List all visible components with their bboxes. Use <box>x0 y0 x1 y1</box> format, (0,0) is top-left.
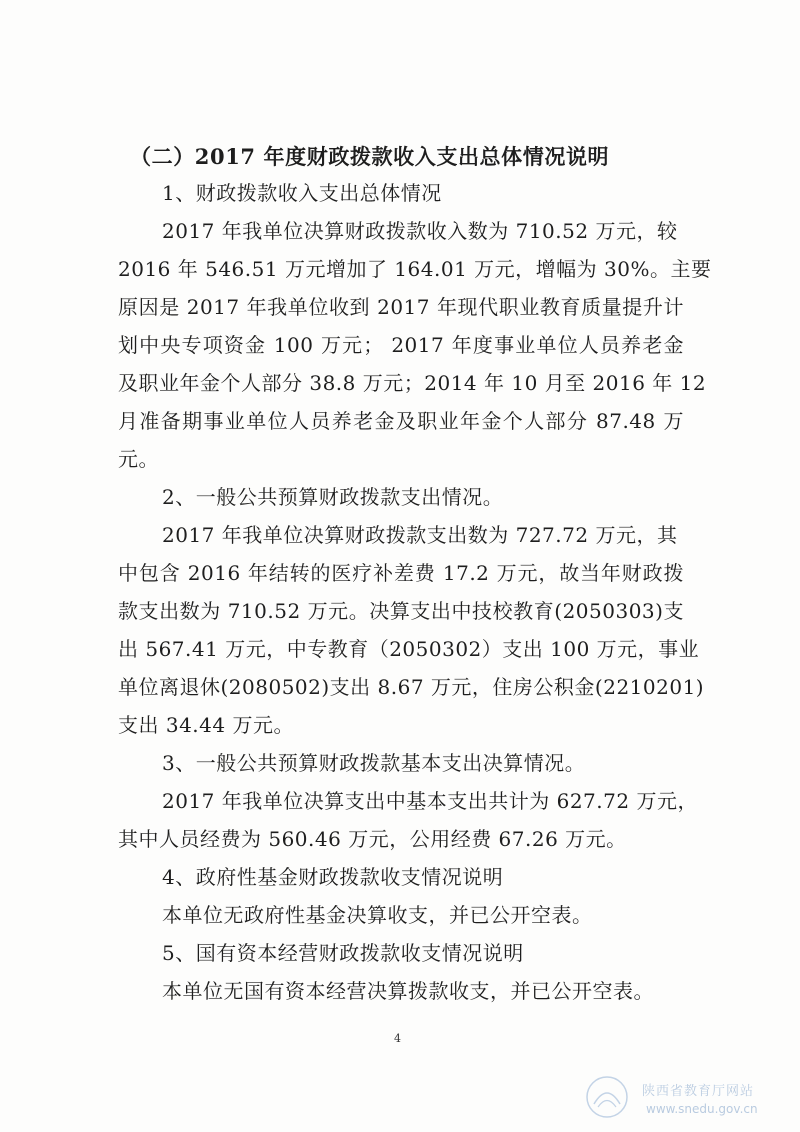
s3-line: 其中人员经费为 560.46 万元，公用经费 67.26 万元。 <box>118 827 627 851</box>
watermark-logo-icon <box>584 1074 630 1120</box>
s4-title: 4、政府性基金财政拨款收支情况说明 <box>162 865 504 889</box>
s1-line: 2017 年我单位决算财政拨款收入数为 710.52 万元，较 <box>162 219 678 243</box>
s2-line: 出 567.41 万元，中专教育（2050302）支出 100 万元，事业 <box>118 637 700 661</box>
watermark-url: www.snedu.gov.cn <box>646 1102 758 1116</box>
s1-line: 及职业年金个人部分 38.8 万元；2014 年 10 月至 2016 年 12 <box>118 371 707 395</box>
page-number: 4 <box>394 1032 401 1045</box>
s1-line: 划中央专项资金 100 万元； 2017 年度事业单位人员养老金 <box>118 333 684 357</box>
s1-line: 原因是 2017 年我单位收到 2017 年现代职业教育质量提升计 <box>118 295 684 319</box>
watermark-title: 陕西省教育厅网站 <box>642 1084 755 1099</box>
s2-line: 单位离退休(2080502)支出 8.67 万元，住房公积金(2210201) <box>118 675 705 699</box>
s5-title: 5、国有资本经营财政拨款收支情况说明 <box>162 941 524 965</box>
s4-line: 本单位无政府性基金决算收支，并已公开空表。 <box>162 903 593 927</box>
s2-title: 2、一般公共预算财政拨款支出情况。 <box>162 485 504 509</box>
s3-line: 2017 年我单位决算支出中基本支出共计为 627.72 万元， <box>162 789 698 813</box>
s1-title: 1、财政拨款收入支出总体情况 <box>162 181 442 205</box>
s2-line: 款支出数为 710.52 万元。决算支出中技校教育(2050303)支 <box>118 599 684 623</box>
s1-line: 元。 <box>118 447 159 471</box>
site-watermark <box>584 1068 794 1128</box>
s2-line: 中包含 2016 年结转的医疗补差费 17.2 万元，故当年财政拨 <box>118 561 684 585</box>
section-heading: （二）2017 年度财政拨款收入支出总体情况说明 <box>130 144 610 169</box>
s1-line: 月准备期事业单位人员养老金及职业年金个人部分 87.48 万 <box>118 409 684 433</box>
s2-line: 支出 34.44 万元。 <box>118 713 294 737</box>
s1-line: 2016 年 546.51 万元增加了 164.01 万元，增幅为 30%。主要 <box>118 257 712 281</box>
s3-title: 3、一般公共预算财政拨款基本支出决算情况。 <box>162 751 586 775</box>
s5-line: 本单位无国有资本经营决算拨款收支，并已公开空表。 <box>162 979 654 1003</box>
s2-line: 2017 年我单位决算财政拨款支出数为 727.72 万元，其 <box>162 523 678 547</box>
